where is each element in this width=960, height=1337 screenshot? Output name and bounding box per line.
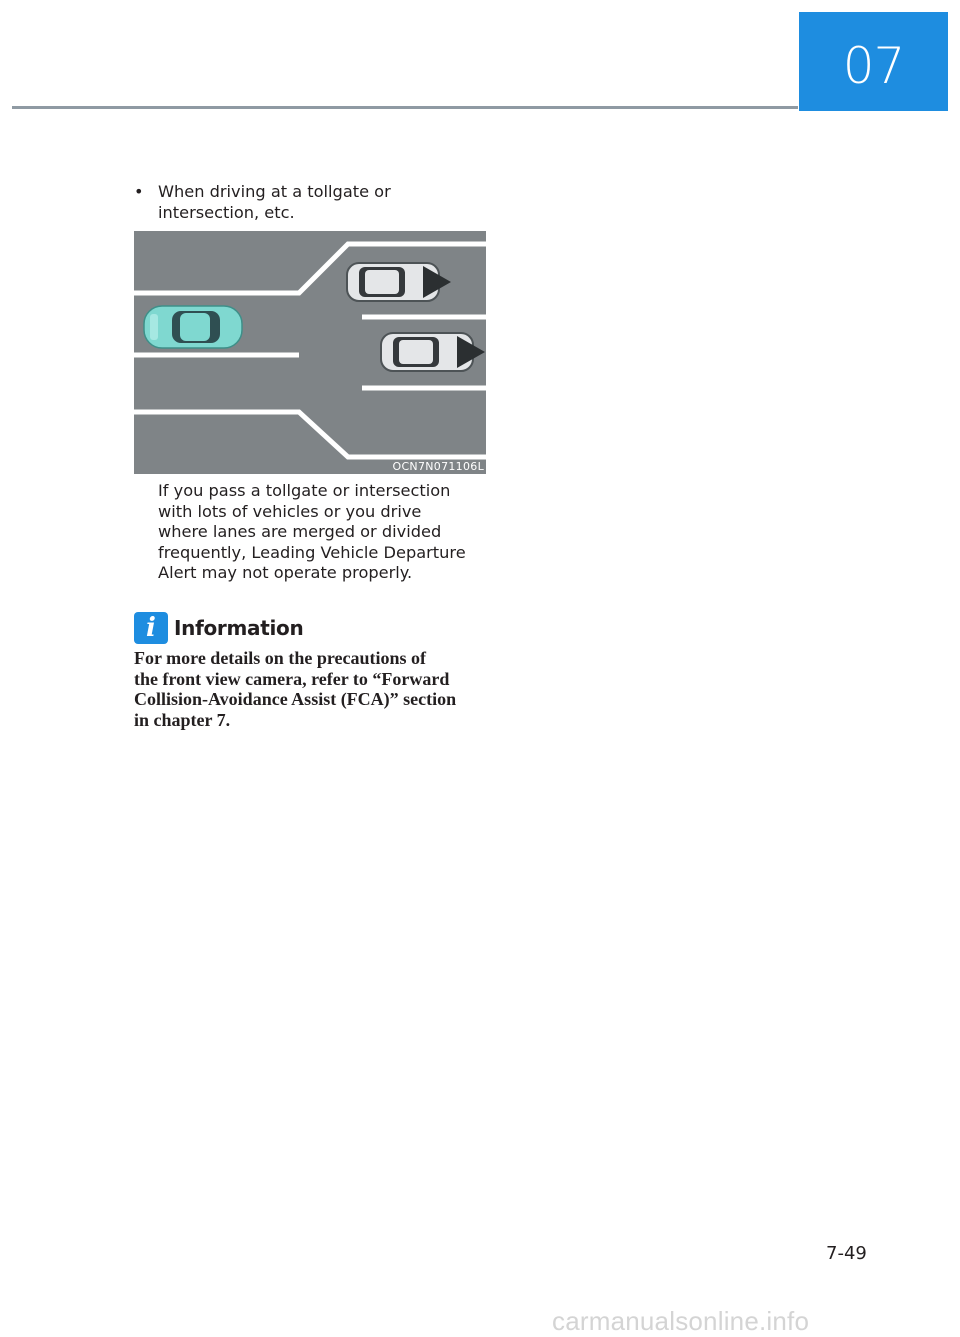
page-number: 7-49 bbox=[826, 1243, 867, 1264]
chapter-number: 07 bbox=[842, 36, 905, 95]
paragraph-line: where lanes are merged or divided bbox=[158, 522, 442, 542]
other-car-1 bbox=[347, 263, 451, 301]
information-title: Information bbox=[174, 616, 304, 640]
other-car-2 bbox=[381, 333, 485, 371]
information-heading bbox=[134, 612, 303, 644]
watermark: carmanualsonline.info bbox=[552, 1306, 810, 1336]
paragraph-line: If you pass a tollgate or intersection bbox=[158, 481, 451, 500]
bullet-text-line-1: When driving at a tollgate or bbox=[158, 182, 391, 201]
paragraph-line: frequently, Leading Vehicle Departure bbox=[158, 542, 466, 562]
information-line: For more details on the precautions of bbox=[134, 648, 426, 668]
information-line: Collision-Avoidance Assist (FCA)” section bbox=[134, 689, 457, 709]
info-icon: i bbox=[134, 612, 168, 644]
information-body bbox=[134, 648, 494, 730]
paragraph-line: with lots of vehicles or you drive bbox=[158, 501, 422, 521]
bullet-marker: • bbox=[134, 182, 144, 201]
bullet-text-line-2: intersection, etc. bbox=[158, 203, 295, 222]
bullet-item bbox=[134, 181, 494, 223]
information-line: in chapter 7. bbox=[134, 709, 231, 730]
chapter-tab bbox=[799, 12, 948, 111]
information-line: the front view camera, refer to “Forward bbox=[134, 668, 450, 689]
header-rule bbox=[12, 106, 798, 109]
tollgate-illustration bbox=[134, 231, 486, 474]
own-car bbox=[144, 306, 242, 348]
body-paragraph bbox=[158, 481, 494, 584]
figure-code: OCN7N071106L bbox=[392, 460, 484, 473]
paragraph-line: Alert may not operate properly. bbox=[158, 563, 413, 583]
